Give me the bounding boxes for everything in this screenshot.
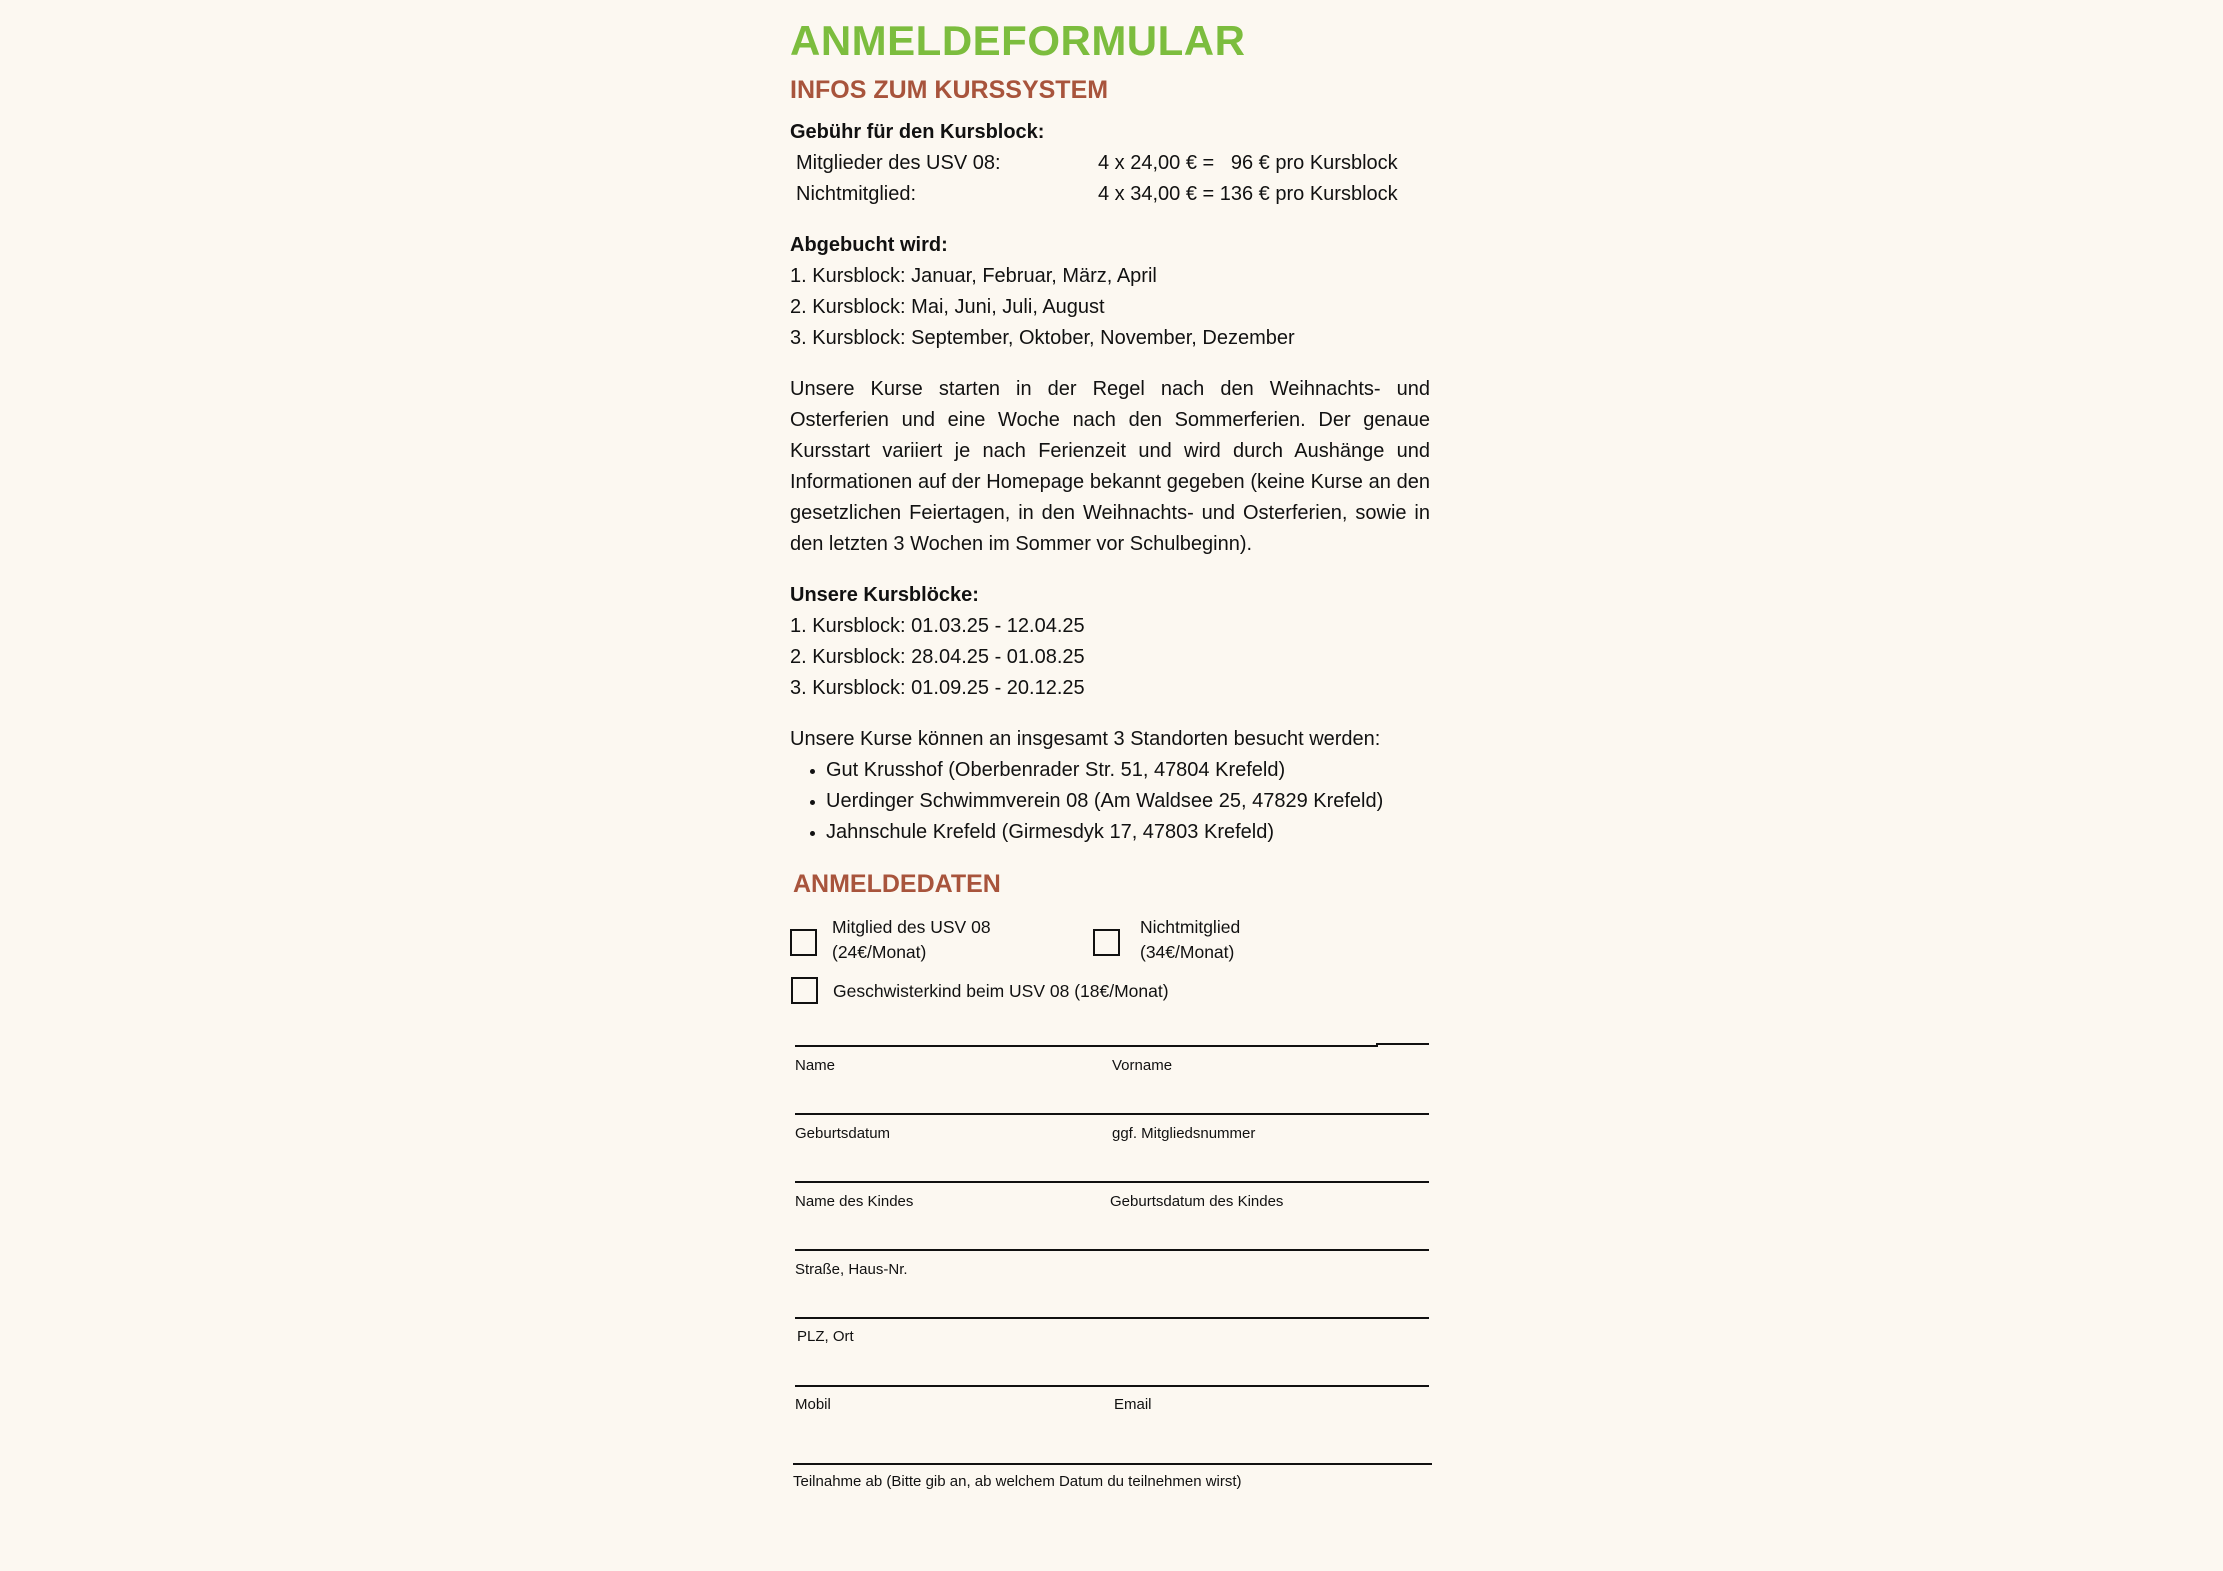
member-label-line2: (24€/Monat) [832, 942, 927, 963]
debit-section [790, 230, 1430, 354]
child-name-field-label[interactable]: Name des Kindes [795, 1193, 914, 1211]
blocks-section [790, 580, 1430, 704]
blocks-heading: Unsere Kursblöcke: [790, 584, 979, 607]
zip-city-field-label[interactable]: PLZ, Ort [797, 1328, 854, 1346]
mobile-field-label[interactable]: Mobil [795, 1396, 831, 1414]
field-line [795, 1249, 1429, 1251]
locations-section [790, 724, 1430, 848]
field-line [795, 1113, 1429, 1115]
fee-section [790, 117, 1430, 210]
locations-list [790, 755, 1430, 848]
form-fields [790, 1035, 1430, 1491]
sibling-checkbox[interactable] [791, 977, 818, 1004]
nonmember-checkbox[interactable] [1093, 929, 1120, 956]
fee-value: 4 x 24,00 € = 96 € pro Kursblock [1098, 152, 1398, 175]
child-birthdate-field-label[interactable]: Geburtsdatum des Kindes [1110, 1193, 1284, 1211]
member-label-line1: Mitglied des USV 08 [832, 917, 991, 938]
block-item: 1. Kursblock: 01.03.25 - 12.04.25 [790, 615, 1085, 638]
email-field-label[interactable]: Email [1114, 1396, 1152, 1414]
field-line [795, 1045, 1378, 1047]
location-item: Jahnschule Krefeld (Girmesdyk 17, 47803 Krefeld) [806, 817, 1430, 848]
fee-label: Nichtmitglied: [796, 183, 917, 206]
form-title: ANMELDEFORMULAR [790, 17, 1246, 64]
street-field-label[interactable]: Straße, Haus-Nr. [795, 1261, 908, 1279]
field-line [795, 1181, 1429, 1183]
info-heading: INFOS ZUM KURSSYSTEM [790, 76, 1109, 105]
nonmember-option-label [1140, 915, 1240, 965]
membership-options [790, 913, 1430, 1013]
vorname-field-label[interactable]: Vorname [1112, 1057, 1173, 1075]
fee-label: Mitglieder des USV 08: [796, 152, 1001, 175]
fee-value: 4 x 34,00 € = 136 € pro Kursblock [1098, 183, 1398, 206]
field-line [1376, 1043, 1429, 1045]
debit-heading: Abgebucht wird: [790, 234, 948, 257]
nonmember-label-line1: Nichtmitglied [1140, 917, 1241, 938]
fee-row-nonmember [790, 179, 1430, 210]
course-info-paragraph: Unsere Kurse starten in der Regel nach den Weihnachts- und Osterferien und eine Woche nach den Sommerferien. Der genaue Kursstart variiert je nach Ferienzeit und wird durch Aushänge und Informationen auf der Homepage bekannt gegeben (keine Kurse an den gesetzlichen Feiertagen, in den Weihnachts- und Osterferien, sowie in den letzten 3 Wochen im Sommer vor Schulbeginn). [790, 378, 1430, 556]
name-field-label[interactable]: Name [795, 1057, 836, 1075]
locations-intro: Unsere Kurse können an insgesamt 3 Standorten besucht werden: [790, 728, 1381, 751]
participation-note[interactable]: Teilnahme ab (Bitte gib an, ab welchem Datum du teilnehmen wirst) [793, 1473, 1242, 1491]
field-line [795, 1385, 1429, 1387]
fee-row-member [790, 148, 1430, 179]
debit-item: 1. Kursblock: Januar, Februar, März, April [790, 265, 1157, 288]
birthdate-field-label[interactable]: Geburtsdatum [795, 1125, 891, 1143]
debit-item: 3. Kursblock: September, Oktober, November, Dezember [790, 327, 1295, 350]
location-item: Uerdinger Schwimmverein 08 (Am Waldsee 25, 47829 Krefeld) [806, 786, 1430, 817]
field-line [793, 1463, 1432, 1465]
registration-heading: ANMELDEDATEN [793, 870, 1001, 899]
member-option-label [832, 915, 991, 965]
debit-item: 2. Kursblock: Mai, Juni, Juli, August [790, 296, 1105, 319]
member-checkbox[interactable] [790, 929, 817, 956]
block-item: 2. Kursblock: 28.04.25 - 01.08.25 [790, 646, 1085, 669]
block-item: 3. Kursblock: 01.09.25 - 20.12.25 [790, 677, 1085, 700]
form-page [790, 17, 1430, 1491]
field-line [795, 1317, 1429, 1319]
fee-heading: Gebühr für den Kursblock: [790, 121, 1045, 144]
nonmember-label-line2: (34€/Monat) [1140, 942, 1235, 963]
membership-number-field-label[interactable]: ggf. Mitgliedsnummer [1112, 1125, 1256, 1143]
location-item: Gut Krusshof (Oberbenrader Str. 51, 47804 Krefeld) [806, 755, 1430, 786]
sibling-option-label: Geschwisterkind beim USV 08 (18€/Monat) [833, 981, 1169, 1002]
